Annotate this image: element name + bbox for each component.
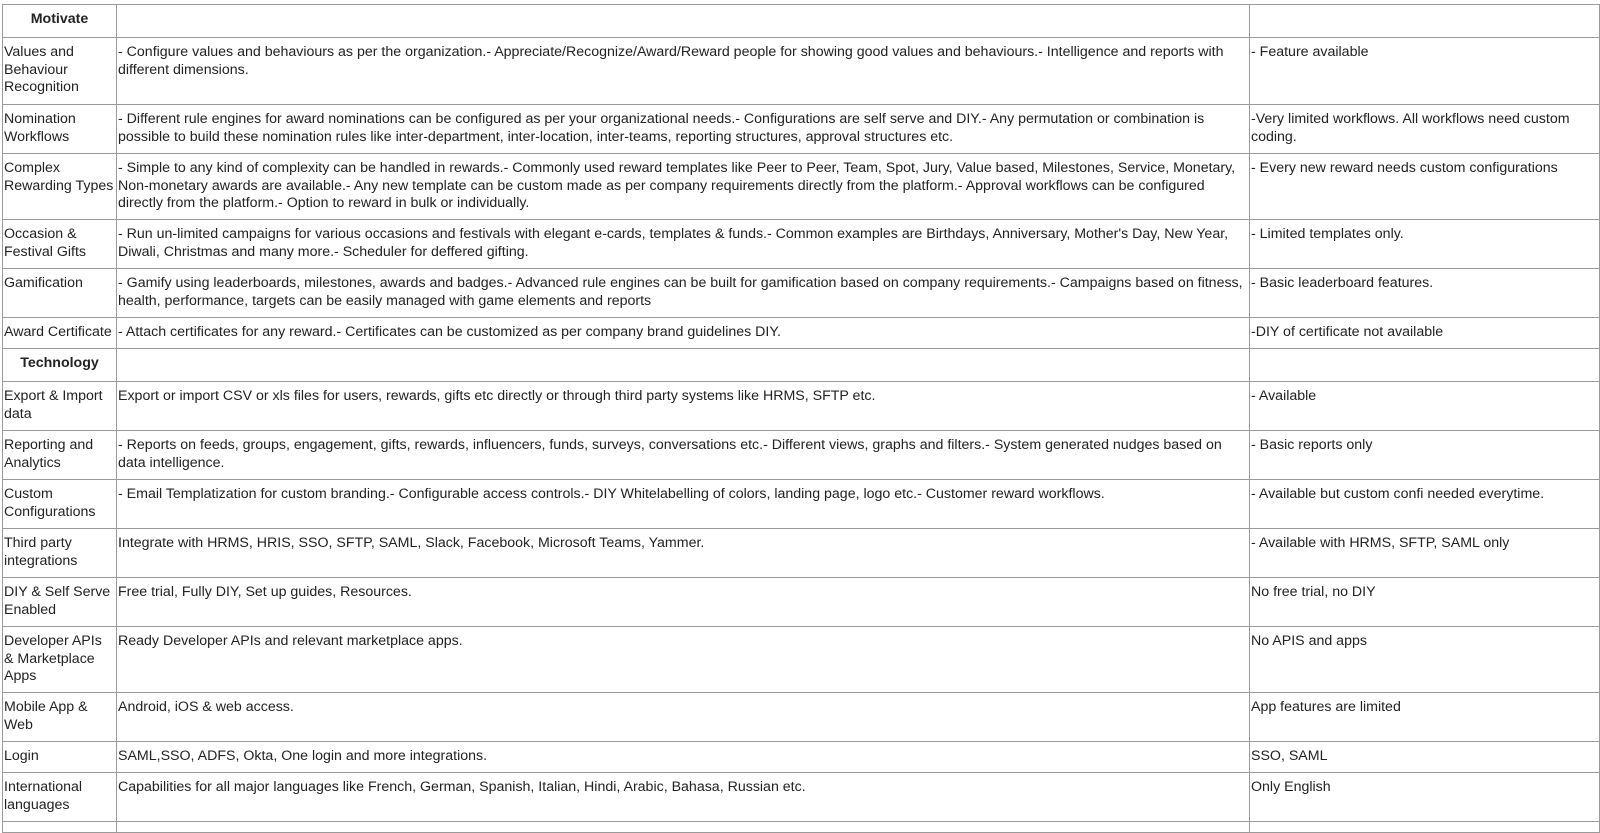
feature-description-cell: Export or import CSV or xls files for users, rewards, gifts etc directly or through third party systems like HRMS, SFTP etc. [117,382,1250,431]
table-row [3,269,1600,318]
feature-name-cell: International languages [3,773,117,822]
table-row [3,382,1600,431]
feature-name-cell: Custom Configurations [3,480,117,529]
feature-name-cell: Award Certificate [3,318,117,349]
table-row [3,693,1600,742]
feature-description-cell: Android, iOS & web access. [117,693,1250,742]
feature-description-cell: Ready Developer APIs and relevant marketplace apps. [117,627,1250,693]
comparison-table [2,4,1600,833]
feature-name-cell: Occasion & Festival Gifts [3,220,117,269]
feature-description-cell: Integrate with HRMS, HRIS, SSO, SFTP, SAML, Slack, Facebook, Microsoft Teams, Yammer. [117,529,1250,578]
empty-cell [1250,5,1600,38]
feature-description-cell: - Reports on feeds, groups, engagement, gifts, rewards, influencers, funds, surveys, conversations etc.- Different views, graphs and filters.- System generated nudges based on data intelligence. [117,431,1250,480]
table-row [3,220,1600,269]
feature-description-cell: - Attach certificates for any reward.- Certificates can be customized as per company brand guidelines DIY. [117,318,1250,349]
feature-description-cell: - Simple to any kind of complexity can be handled in rewards.- Commonly used reward templates like Peer to Peer, Team, Spot, Jury, Value based, Milestones, Service, Monetary, Non-monetary awards are available.- Any new template can be custom made as per company requirements directly from the platform.- Approval workflows can be configured directly from the platform.- Option to reward in bulk or individually. [117,154,1250,220]
feature-name-cell: Nomination Workflows [3,105,117,154]
competitor-cell: - Limited templates only. [1250,220,1600,269]
empty-cell [117,349,1250,382]
feature-name-cell: Export & Import data [3,382,117,431]
feature-name-cell: Developer APIs & Marketplace Apps [3,627,117,693]
table-row-partial [3,822,1600,833]
section-row-motivate [3,5,1600,38]
competitor-cell: No free trial, no DIY [1250,578,1600,627]
competitor-cell: SSO, SAML [1250,742,1600,773]
empty-cell [1250,349,1600,382]
feature-name-cell: Complex Rewarding Types [3,154,117,220]
competitor-cell: App features are limited [1250,693,1600,742]
table-row [3,578,1600,627]
feature-name-cell: Gamification [3,269,117,318]
feature-description-cell: SAML,SSO, ADFS, Okta, One login and more integrations. [117,742,1250,773]
competitor-cell: - Available [1250,382,1600,431]
table-row [3,431,1600,480]
competitor-cell: No APIS and apps [1250,627,1600,693]
table-row [3,773,1600,822]
feature-description-cell: - Different rule engines for award nominations can be configured as per your organizational needs.- Configurations are self serve and DIY.- Any permutation or combination is possible to build these nomination rules like inter-department, inter-location, inter-teams, reporting structures, approval structures etc. [117,105,1250,154]
competitor-cell: -DIY of certificate not available [1250,318,1600,349]
feature-description-cell: - Configure values and behaviours as per the organization.- Appreciate/Recognize/Award/Reward people for showing good values and behaviours.- Intelligence and reports with different dimensions. [117,38,1250,105]
table-row [3,38,1600,105]
competitor-cell: - Available with HRMS, SFTP, SAML only [1250,529,1600,578]
feature-name-cell: Mobile App & Web [3,693,117,742]
table-row [3,480,1600,529]
table-row [3,154,1600,220]
feature-name-cell: Reporting and Analytics [3,431,117,480]
section-header-motivate: Motivate [3,5,117,38]
feature-name-cell: Values and Behaviour Recognition [3,38,117,105]
table-row [3,318,1600,349]
empty-cell [117,822,1250,833]
competitor-cell: - Basic leaderboard features. [1250,269,1600,318]
competitor-cell: - Available but custom confi needed everytime. [1250,480,1600,529]
table-row [3,627,1600,693]
table-row [3,105,1600,154]
competitor-cell: -Very limited workflows. All workflows need custom coding. [1250,105,1600,154]
feature-name-cell: Login [3,742,117,773]
feature-name-cell: Third party integrations [3,529,117,578]
feature-description-cell: - Email Templatization for custom branding.- Configurable access controls.- DIY Whitelabelling of colors, landing page, logo etc.- Customer reward workflows. [117,480,1250,529]
competitor-cell: Only English [1250,773,1600,822]
feature-description-cell: Capabilities for all major languages like French, German, Spanish, Italian, Hindi, Arabic, Bahasa, Russian etc. [117,773,1250,822]
empty-cell [3,822,117,833]
feature-description-cell: - Gamify using leaderboards, milestones, awards and badges.- Advanced rule engines can be built for gamification based on company requirements.- Campaigns based on fitness, health, performance, targets can be easily managed with game elements and reports [117,269,1250,318]
feature-description-cell: - Run un-limited campaigns for various occasions and festivals with elegant e-cards, templates & funds.- Common examples are Birthdays, Anniversary, Mother's Day, New Year, Diwali, Christmas and many more.- Scheduler for deffered gifting. [117,220,1250,269]
table-row [3,742,1600,773]
table-row [3,529,1600,578]
empty-cell [1250,822,1600,833]
section-row-technology [3,349,1600,382]
feature-description-cell: Free trial, Fully DIY, Set up guides, Resources. [117,578,1250,627]
competitor-cell: - Every new reward needs custom configurations [1250,154,1600,220]
competitor-cell: - Feature available [1250,38,1600,105]
empty-cell [117,5,1250,38]
competitor-cell: - Basic reports only [1250,431,1600,480]
section-header-technology: Technology [3,349,117,382]
feature-name-cell: DIY & Self Serve Enabled [3,578,117,627]
